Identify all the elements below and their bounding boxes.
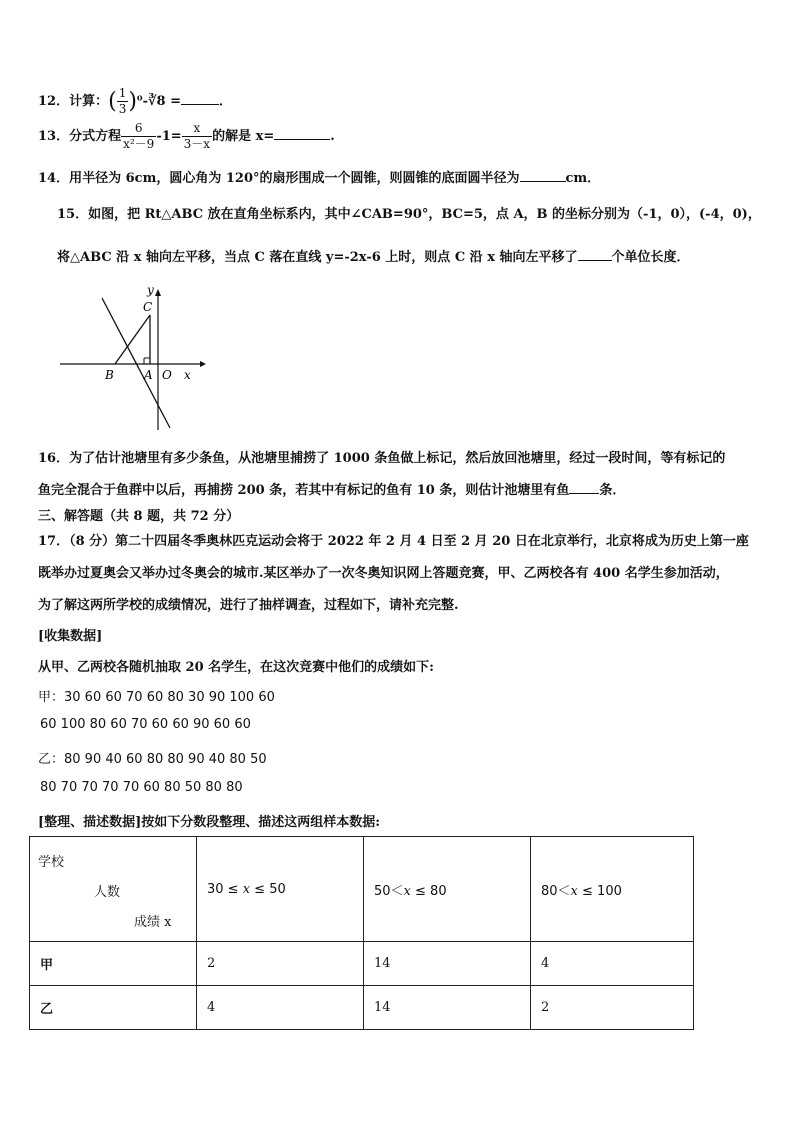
q13-answer-blank [274, 127, 330, 140]
question-13: 13．分式方程 $\frac{6}{\text{x²－9}}$ -1= $\frac{x}{3-x}$ 的解是 x= . [38, 121, 335, 151]
question-16-line-1: 16．为了估计池塘里有多少条鱼，从池塘里捕捞了 1000 条鱼做上标记，然后放回池塘里，经过一段时间，等有标记的 [38, 451, 726, 466]
jia-scores-2: 60 100 80 60 70 60 60 90 60 60 [40, 717, 251, 732]
q12-fraction: $\frac{1}{3}$ [118, 86, 127, 116]
sample-description: 从甲、乙两校各随机抽取 20 名学生，在这次竞赛中他们的成绩如下: [38, 660, 434, 675]
header-range-3: 80＜x ≤ 100 [531, 837, 694, 942]
label-b: B [105, 368, 114, 382]
coordinate-figure [58, 282, 208, 432]
label-c: C [143, 300, 153, 314]
q13-fraction-1: $\frac{6}{\text{x²－9}}$ [123, 121, 155, 151]
header-school: 学校 [38, 855, 65, 870]
score-distribution-table [29, 836, 694, 1030]
jia-scores-1: 甲：30 60 60 70 60 80 30 90 100 60 [38, 690, 275, 705]
question-17-line-2: 既举办过夏奥会又举办过冬奥会的城市.某区举办了一次冬奥知识网上答题竞赛，甲、乙两校各有 400 名学生参加活动， [38, 566, 729, 581]
question-15-line-2: 将△ABC 沿 x 轴向左平移，当点 C 落在直线 y=-2x-6 上时，则点 C 沿 x 轴向左平移了 个单位长度． [57, 250, 690, 265]
row-value: 4 [531, 942, 694, 986]
row-school: 甲 [30, 942, 197, 986]
table-row [30, 986, 694, 1030]
label-y: y [147, 283, 154, 297]
section-3-heading: 三、解答题（共 8 题，共 72 分） [38, 509, 240, 524]
question-15-line-1: 15．如图，把 Rt△ABC 放在直角坐标系内，其中∠CAB=90°，BC=5，点 A，B 的坐标分别为（-1，0），(-4，0)， [57, 207, 761, 222]
y-axis-arrow [155, 289, 161, 296]
question-17-line-1: 17．（8 分）第二十四届冬季奥林匹克运动会将于 2022 年 2 月 4 日至 2 月 20 日在北京举行，北京将成为历史上第一座 [38, 534, 749, 549]
row-value: 4 [197, 986, 364, 1030]
q14-answer-blank [520, 169, 566, 182]
q15-answer-blank [578, 248, 612, 261]
header-corner-cell [30, 837, 197, 942]
q12-label: 12．计算： [38, 94, 109, 109]
table-row [30, 942, 694, 986]
question-14: 14．用半径为 6cm，圆心角为 120°的扇形围成一个圆锥，则圆锥的底面圆半径为 cm． [38, 171, 601, 186]
question-12: 12．计算：( $\frac{1}{3}$ )⁰-∛8 = ． [38, 86, 233, 116]
question-16-line-2: 鱼完全混合于鱼群中以后，再捕捞 200 条，若其中有标记的鱼有 10 条，则估计池塘里有鱼 条． [38, 483, 626, 498]
line-y-neg2x-minus6 [102, 298, 170, 428]
header-count: 人数 [94, 885, 121, 900]
label-o: O [162, 368, 172, 382]
q16-answer-blank [569, 481, 599, 494]
x-axis-arrow [200, 361, 206, 367]
yi-scores-1: 乙：80 90 40 60 80 80 90 40 80 50 [38, 752, 267, 767]
yi-scores-2: 80 70 70 70 70 60 80 50 80 80 [40, 780, 243, 795]
q13-label: 13．分式方程 [38, 129, 122, 144]
row-school: 乙 [30, 986, 197, 1030]
row-value: 14 [364, 942, 531, 986]
q12-answer-blank [181, 92, 219, 105]
label-a: A [144, 368, 153, 382]
table-header-row [30, 837, 694, 942]
row-value: 14 [364, 986, 531, 1030]
organize-data-heading: [整理、描述数据]按如下分数段整理、描述这两组样本数据: [38, 815, 381, 830]
row-value: 2 [531, 986, 694, 1030]
row-value: 2 [197, 942, 364, 986]
label-x: x [184, 368, 191, 382]
question-17-line-3: 为了解这两所学校的成绩情况，进行了抽样调查，过程如下，请补充完整. [38, 598, 459, 613]
header-range-1: 30 ≤ x ≤ 50 [197, 837, 364, 942]
header-score: 成绩 x [134, 915, 172, 930]
q13-fraction-2: $\frac{x}{3-x}$ [183, 121, 211, 151]
collect-data-heading: [收集数据] [38, 629, 103, 644]
q12-expression: ⁰-∛8 = [136, 94, 182, 109]
header-range-2: 50＜x ≤ 80 [364, 837, 531, 942]
